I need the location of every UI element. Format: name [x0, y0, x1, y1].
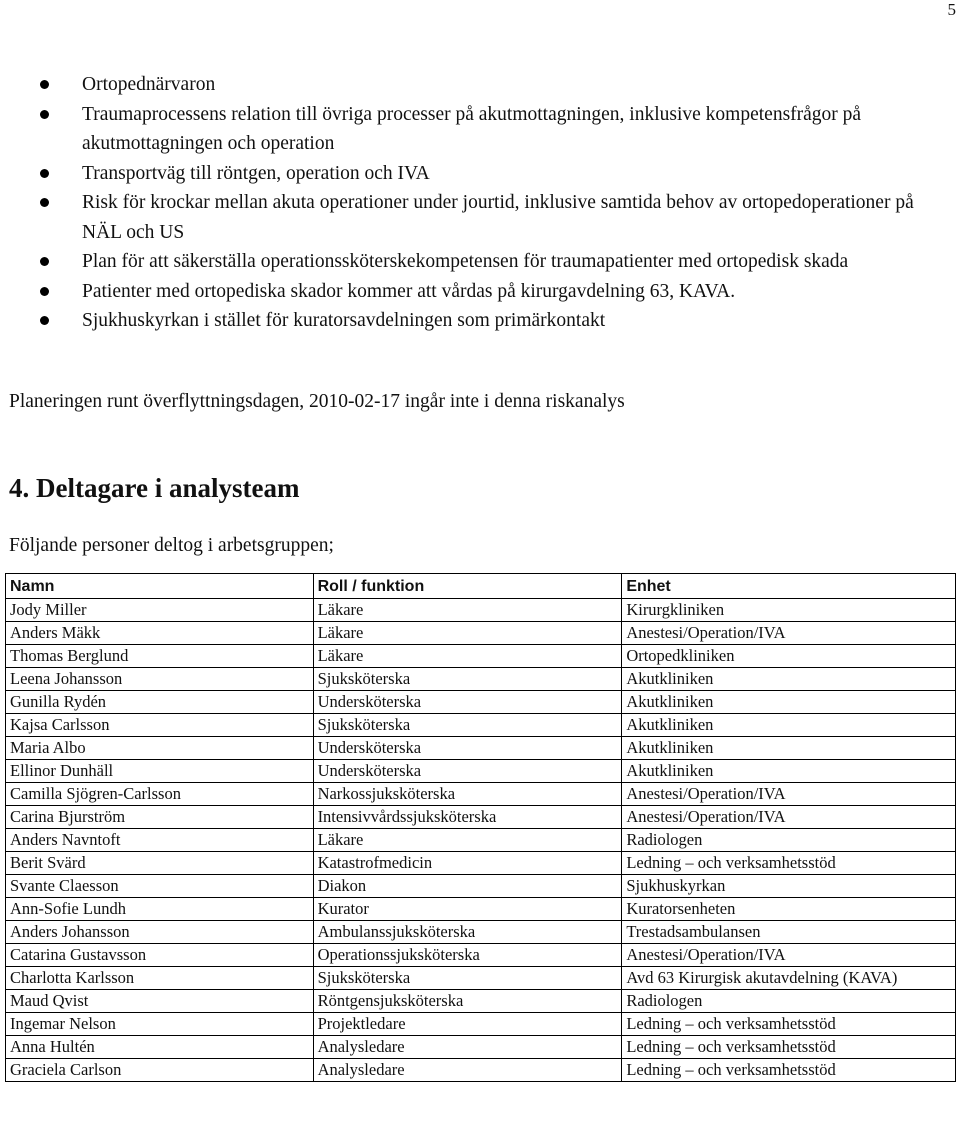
page-number: 5 [947, 0, 956, 19]
table-row [6, 599, 956, 622]
cell-name: Anders Mäkk [6, 622, 314, 645]
bullet-text: Risk för krockar mellan akuta operationer under jourtid, inklusive samtida behov av ortopedoperationer på NÄL och US [82, 192, 914, 243]
cell-role: Läkare [313, 829, 622, 852]
cell-role: Undersköterska [313, 760, 622, 783]
cell-unit: Akutkliniken [622, 668, 956, 691]
cell-role: Sjuksköterska [313, 714, 622, 737]
cell-unit: Anestesi/Operation/IVA [622, 944, 956, 967]
cell-name: Jody Miller [6, 599, 314, 622]
cell-name: Berit Svärd [6, 852, 314, 875]
column-header-role: Roll / funktion [313, 574, 622, 599]
table-row [6, 875, 956, 898]
bullet-item [0, 159, 940, 189]
bullet-item [0, 70, 940, 100]
cell-role: Läkare [313, 599, 622, 622]
cell-unit: Akutkliniken [622, 737, 956, 760]
cell-role: Projektledare [313, 1013, 622, 1036]
bullet-dot-icon [40, 80, 49, 89]
bullet-dot-icon [40, 257, 49, 266]
cell-name: Graciela Carlson [6, 1059, 314, 1082]
cell-name: Anders Navntoft [6, 829, 314, 852]
bullet-item [0, 306, 940, 336]
bullet-item [0, 100, 940, 159]
cell-role: Sjuksköterska [313, 668, 622, 691]
cell-unit: Anestesi/Operation/IVA [622, 622, 956, 645]
cell-role: Katastrofmedicin [313, 852, 622, 875]
cell-role: Intensivvårdssjuksköterska [313, 806, 622, 829]
cell-role: Kurator [313, 898, 622, 921]
cell-name: Charlotta Karlsson [6, 967, 314, 990]
cell-unit: Ledning – och verksamhetsstöd [622, 1036, 956, 1059]
cell-unit: Kirurgkliniken [622, 599, 956, 622]
bullet-text: Sjukhuskyrkan i stället för kuratorsavdelningen som primärkontakt [82, 310, 606, 331]
cell-unit: Ledning – och verksamhetsstöd [622, 1013, 956, 1036]
table-row [6, 622, 956, 645]
table-row [6, 1036, 956, 1059]
cell-name: Leena Johansson [6, 668, 314, 691]
table-row [6, 852, 956, 875]
cell-role: Narkossjuksköterska [313, 783, 622, 806]
bullet-text: Patienter med ortopediska skador kommer att vårdas på kirurgavdelning 63, KAVA. [82, 280, 736, 302]
cell-role: Undersköterska [313, 691, 622, 714]
cell-unit: Sjukhuskyrkan [622, 875, 956, 898]
cell-role: Röntgensjuksköterska [313, 990, 622, 1013]
table-row [6, 737, 956, 760]
bullet-item [0, 188, 940, 247]
cell-name: Kajsa Carlsson [6, 714, 314, 737]
cell-unit: Radiologen [622, 990, 956, 1013]
table-row [6, 668, 956, 691]
cell-unit: Akutkliniken [622, 714, 956, 737]
bullet-text: Transportväg till röntgen, operation och IVA [82, 162, 430, 184]
table-row [6, 990, 956, 1013]
table-row [6, 714, 956, 737]
column-header-name: Namn [6, 574, 314, 599]
table-row [6, 921, 956, 944]
cell-role: Operationssjuksköterska [313, 944, 622, 967]
cell-name: Thomas Berglund [6, 645, 314, 668]
cell-role: Analysledare [313, 1036, 622, 1059]
table-row [6, 967, 956, 990]
cell-name: Maud Qvist [6, 990, 314, 1013]
section-intro: Följande personer deltog i arbetsgruppen; [9, 535, 334, 556]
table-row [6, 783, 956, 806]
table-row [6, 944, 956, 967]
bullet-text: Ortopednärvaron [82, 74, 216, 95]
cell-role: Undersköterska [313, 737, 622, 760]
table-row [6, 1059, 956, 1082]
cell-name: Maria Albo [6, 737, 314, 760]
bullet-dot-icon [40, 316, 49, 325]
bullet-text: Traumaprocessens relation till övriga processer på akutmottagningen, inklusive kompetensfrågor på akutmottagningen och operation [82, 103, 862, 154]
cell-name: Camilla Sjögren-Carlsson [6, 783, 314, 806]
cell-unit: Kuratorsenheten [622, 898, 956, 921]
bullet-text: Plan för att säkerställa operationssköterskekompetensen för traumapatienter med ortopedisk skada [82, 251, 849, 272]
cell-unit: Radiologen [622, 829, 956, 852]
cell-unit: Ortopedkliniken [622, 645, 956, 668]
cell-role: Ambulanssjuksköterska [313, 921, 622, 944]
table-row [6, 645, 956, 668]
cell-role: Läkare [313, 645, 622, 668]
cell-name: Catarina Gustavsson [6, 944, 314, 967]
cell-unit: Trestadsambulansen [622, 921, 956, 944]
planning-note: Planeringen runt överflyttningsdagen, 2010-02-17 ingår inte i denna riskanalys [9, 391, 625, 412]
bullet-dot-icon [40, 198, 49, 207]
table-row [6, 806, 956, 829]
bullet-item [0, 277, 940, 307]
table-row [6, 760, 956, 783]
cell-name: Svante Claesson [6, 875, 314, 898]
cell-unit: Ledning – och verksamhetsstöd [622, 1059, 956, 1082]
bullet-item [0, 247, 940, 277]
table-row [6, 898, 956, 921]
table-row [6, 1013, 956, 1036]
cell-role: Analysledare [313, 1059, 622, 1082]
cell-role: Diakon [313, 875, 622, 898]
table-header-row [6, 574, 956, 599]
cell-role: Läkare [313, 622, 622, 645]
cell-name: Gunilla Rydén [6, 691, 314, 714]
cell-name: Ingemar Nelson [6, 1013, 314, 1036]
cell-name: Anna Hultén [6, 1036, 314, 1059]
cell-unit: Akutkliniken [622, 691, 956, 714]
bullet-dot-icon [40, 287, 49, 296]
cell-unit: Avd 63 Kirurgisk akutavdelning (KAVA) [622, 967, 956, 990]
column-header-unit: Enhet [622, 574, 956, 599]
cell-unit: Anestesi/Operation/IVA [622, 806, 956, 829]
bullet-dot-icon [40, 110, 49, 119]
cell-name: Ellinor Dunhäll [6, 760, 314, 783]
scope-bullet-list [0, 70, 940, 336]
cell-unit: Akutkliniken [622, 760, 956, 783]
section-heading: 4. Deltagare i analysteam [9, 473, 300, 503]
cell-name: Carina Bjurström [6, 806, 314, 829]
participants-table [5, 573, 956, 1082]
bullet-dot-icon [40, 169, 49, 178]
table-row [6, 829, 956, 852]
cell-name: Ann-Sofie Lundh [6, 898, 314, 921]
table-row [6, 691, 956, 714]
cell-name: Anders Johansson [6, 921, 314, 944]
cell-role: Sjuksköterska [313, 967, 622, 990]
cell-unit: Anestesi/Operation/IVA [622, 783, 956, 806]
cell-unit: Ledning – och verksamhetsstöd [622, 852, 956, 875]
